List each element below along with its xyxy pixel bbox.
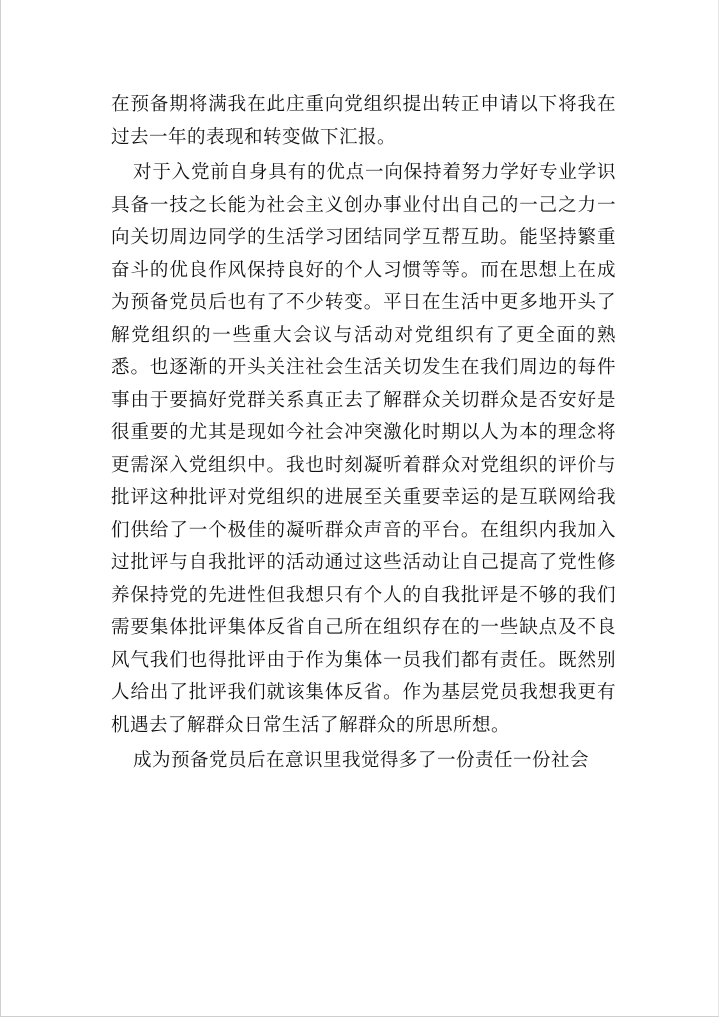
- document-body: [111, 89, 616, 778]
- paragraph-3: 成为预备党员后在意识里我觉得多了一份责任一份社会: [133, 750, 590, 771]
- paragraph-2: 对于入党前自身具有的优点一向保持着努力学好专业学识具备一技之长能为社会主义创办事业付出自己的一己之力一向关切周边同学的生活学习团结同学互帮互助。能坚持繁重奋斗的优良作风保持良好的个人习惯等等。而在思想上在成为预备党员后也有了不少转变。平日在生活中更多地开头了解党组织的一些重大会议与活动对党组织有了更全面的熟悉。也逐渐的开头关注社会生活关切发生在我们周边的每件事由于要搞好党群关系真正去了解群众关切群众是否安好是很重要的尤其是现如今社会冲突激化时期以人为本的理念将更需深入党组织中。我也时刻凝听着群众对党组织的评价与批评这种批评对党组织的进展至关重要幸运的是互联网给我们供给了一个极佳的凝听群众声音的平台。在组织内我加入过批评与自我批评的活动通过这些活动让自己提高了党性修养保持党的先进性但我想只有个人的自我批评是不够的我们需要集体批评集体反省自己所在组织存在的一些缺点及不良风气我们也得批评由于作为集体一员我们都有责任。既然别人给出了批评我们就该集体反省。作为基层党员我想我更有机遇去了解群众日常生活了解群众的所思所想。: [111, 162, 616, 736]
- paragraph-1: 在预备期将满我在此庄重向党组织提出转正申请以下将我在过去一年的表现和转变做下汇报。: [111, 94, 616, 148]
